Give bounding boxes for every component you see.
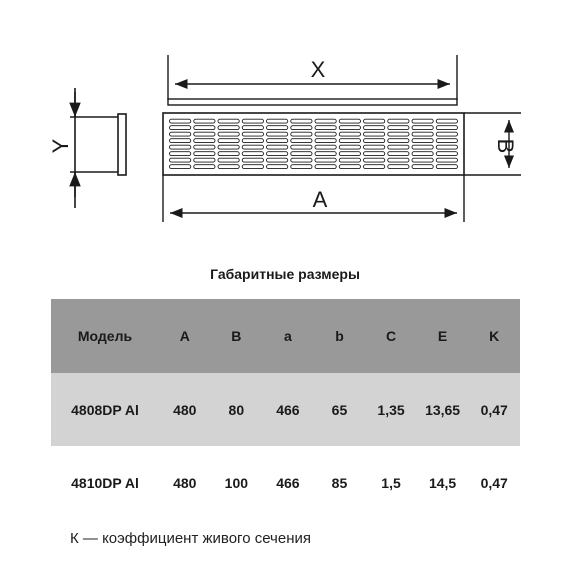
grille-slot xyxy=(436,152,457,156)
grille-slot xyxy=(388,152,409,156)
grille-slot xyxy=(315,119,336,123)
grille-slot xyxy=(267,152,288,156)
grille-slot xyxy=(339,158,360,162)
grille-slot xyxy=(267,139,288,143)
grille-slot xyxy=(315,145,336,149)
grille-slot xyxy=(388,139,409,143)
grille-slot xyxy=(291,132,312,136)
grille-slot xyxy=(291,126,312,130)
grille-slot xyxy=(242,126,263,130)
cell-model: 4808DP Al xyxy=(71,401,139,418)
grille-slot xyxy=(218,145,239,149)
cell-c: 1,35 xyxy=(377,401,405,418)
grille-slot xyxy=(412,119,433,123)
grille-slot xyxy=(267,126,288,130)
grille-slot xyxy=(412,132,433,136)
grille-slot xyxy=(218,139,239,143)
grille-slot xyxy=(267,132,288,136)
grille-slot xyxy=(364,132,385,136)
grille-slot xyxy=(170,139,191,143)
side-view-profile xyxy=(70,88,126,208)
grille-slot xyxy=(218,152,239,156)
dim-label-b: B xyxy=(493,138,518,154)
grille-slot xyxy=(315,132,336,136)
grille-slot xyxy=(412,152,433,156)
grille-slot xyxy=(436,145,457,149)
grille-slot xyxy=(170,126,191,130)
grille-slot xyxy=(218,165,239,169)
table-title: Габаритные размеры xyxy=(210,266,360,282)
grille-slot xyxy=(412,145,433,149)
grille-slot xyxy=(339,145,360,149)
grille-slot xyxy=(242,119,263,123)
grille-slot xyxy=(364,119,385,123)
grille-slot xyxy=(242,165,263,169)
cell-c: 1,5 xyxy=(381,474,401,491)
grille-slot xyxy=(388,119,409,123)
grille-slot xyxy=(412,165,433,169)
grille-slot xyxy=(170,158,191,162)
grille-slot xyxy=(170,119,191,123)
header-b-lower: b xyxy=(335,328,344,344)
grille-slot xyxy=(364,152,385,156)
grille-slot xyxy=(218,158,239,162)
cell-b-upper: 100 xyxy=(224,474,249,491)
grille-slot xyxy=(194,132,215,136)
grille-slot xyxy=(339,139,360,143)
grille-slot xyxy=(364,158,385,162)
grille-slot xyxy=(436,158,457,162)
grille-slot xyxy=(364,145,385,149)
table-row xyxy=(51,446,520,519)
grille-slot xyxy=(242,139,263,143)
grille-slot xyxy=(436,132,457,136)
cell-b-lower: 65 xyxy=(331,401,348,418)
grille-slot xyxy=(315,152,336,156)
header-model: Модель xyxy=(77,328,133,344)
grille-slot xyxy=(436,139,457,143)
cell-a-upper: 480 xyxy=(173,401,197,418)
grille-slot xyxy=(436,165,457,169)
grille-slot xyxy=(242,145,263,149)
grille-slot xyxy=(194,139,215,143)
grille-slot xyxy=(170,145,191,149)
dim-label-y: Y xyxy=(48,138,73,154)
grille-slot xyxy=(242,152,263,156)
dim-label-a: A xyxy=(312,187,328,212)
grille-slot xyxy=(412,139,433,143)
header-k: K xyxy=(489,328,500,344)
grille-slot xyxy=(388,145,409,149)
grille-slot xyxy=(218,132,239,136)
grille-slot xyxy=(194,126,215,130)
cell-k: 0,47 xyxy=(480,401,508,418)
cell-b-lower: 85 xyxy=(331,474,348,491)
grille-slot xyxy=(388,132,409,136)
dimensions-table xyxy=(51,299,520,519)
grille-slot xyxy=(218,119,239,123)
y-dimension xyxy=(48,92,75,197)
grille-slot xyxy=(339,152,360,156)
cell-e: 13,65 xyxy=(425,401,461,418)
grille-slot xyxy=(315,126,336,130)
grille-slot xyxy=(388,165,409,169)
table-row xyxy=(51,373,520,446)
grille-slot xyxy=(291,158,312,162)
grille-slot xyxy=(436,126,457,130)
front-view-grille xyxy=(163,99,464,175)
grille-slot xyxy=(315,158,336,162)
grille-slot xyxy=(170,165,191,169)
grille-slot xyxy=(412,126,433,130)
cell-a-lower: 466 xyxy=(276,474,300,491)
grille-slot xyxy=(339,126,360,130)
grille-slot xyxy=(291,139,312,143)
cell-b-upper: 80 xyxy=(228,401,245,418)
grille-slot xyxy=(242,132,263,136)
footnote: К — коэффициент живого сечения xyxy=(70,530,311,547)
grille-slot xyxy=(194,158,215,162)
header-e: E xyxy=(437,328,448,344)
header-a-upper: A xyxy=(179,328,190,344)
grille-slot xyxy=(194,119,215,123)
grille-slot xyxy=(194,165,215,169)
header-c: C xyxy=(385,328,397,344)
grille-slot xyxy=(194,145,215,149)
grille-slot xyxy=(242,158,263,162)
grille-dimension-drawing xyxy=(0,0,570,240)
grille-slot xyxy=(170,132,191,136)
grille-slot xyxy=(364,139,385,143)
cell-a-upper: 480 xyxy=(173,474,197,491)
cell-k: 0,47 xyxy=(480,474,508,491)
grille-slot xyxy=(364,126,385,130)
cell-e: 14,5 xyxy=(428,474,457,491)
grille-slot xyxy=(436,119,457,123)
grille-slot xyxy=(267,145,288,149)
header-b-upper: B xyxy=(231,328,242,344)
grille-slot xyxy=(267,165,288,169)
grille-slot xyxy=(291,165,312,169)
header-a-lower: a xyxy=(284,328,292,344)
grille-slot xyxy=(267,119,288,123)
grille-slot xyxy=(339,132,360,136)
grille-slot xyxy=(339,165,360,169)
table-header-row xyxy=(51,299,520,373)
grille-slot xyxy=(339,119,360,123)
grille-slot xyxy=(291,119,312,123)
grille-slot xyxy=(388,158,409,162)
dim-label-x: X xyxy=(310,57,326,82)
grille-slot xyxy=(315,139,336,143)
cell-model: 4810DP Al xyxy=(71,474,139,491)
cell-a-lower: 466 xyxy=(276,401,300,418)
grille-slot xyxy=(267,158,288,162)
grille-slot xyxy=(170,152,191,156)
grille-slot xyxy=(388,126,409,130)
grille-slot xyxy=(218,126,239,130)
grille-slot xyxy=(291,145,312,149)
grille-slot xyxy=(364,165,385,169)
grille-slot xyxy=(412,158,433,162)
grille-slot xyxy=(291,152,312,156)
grille-slot xyxy=(194,152,215,156)
grille-slot xyxy=(315,165,336,169)
